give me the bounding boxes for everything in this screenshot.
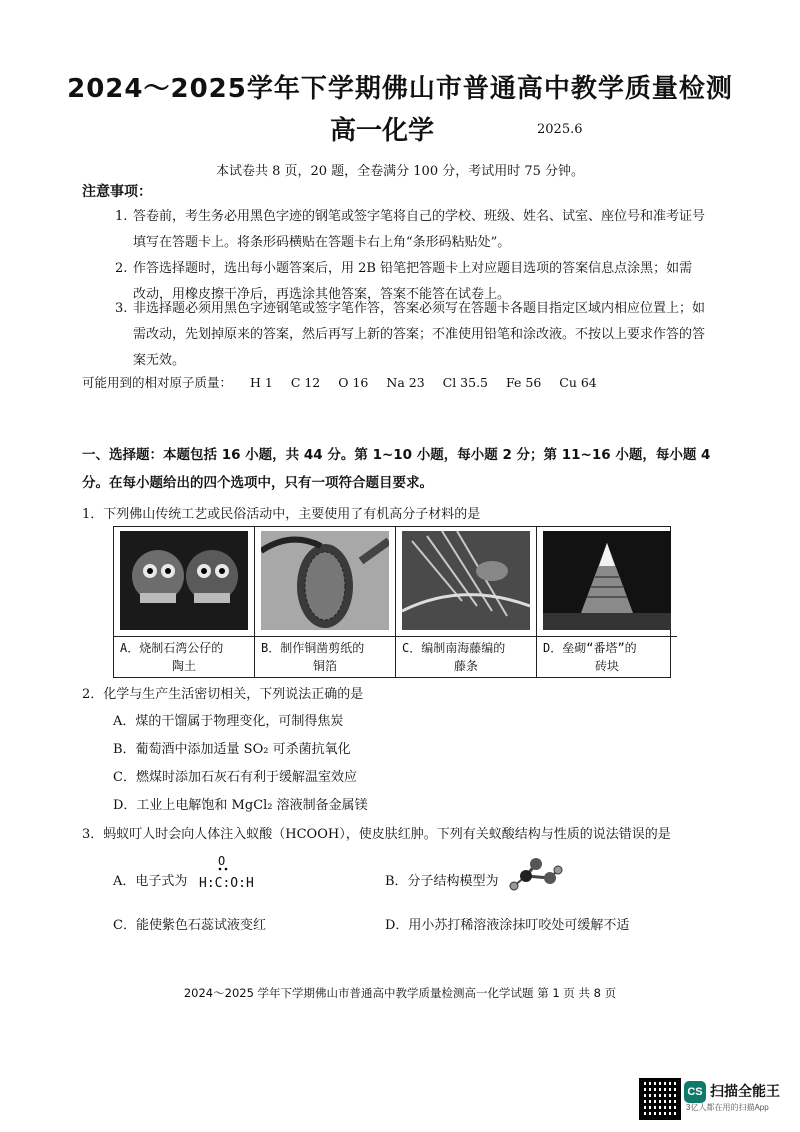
- option-caption-line: C．编制南海藤编的: [402, 641, 506, 655]
- exam-title: 2024～2025学年下学期佛山市普通高中教学质量检测: [67, 74, 733, 104]
- exam-subject: 高一化学: [330, 116, 435, 146]
- question-3-option-b: B．分子结构模型为: [385, 874, 499, 889]
- qr-code: [639, 1078, 681, 1120]
- scanner-name: 扫描全能王: [710, 1083, 780, 1099]
- exam-date: 2025.6: [537, 122, 583, 137]
- option-cell-c: [396, 527, 537, 677]
- question-3-option-d: D．用小苏打稀溶液涂抹叮咬处可缓解不适: [385, 918, 630, 933]
- option-caption-line: D．垒砌“番塔”的: [543, 641, 637, 655]
- atomic-mass: H 1: [250, 375, 273, 390]
- section-heading: 一、选择题：本题包括 16 小题，共 44 分。第 1~10 小题，每小题 2 分；第 11~16 小题，每小题 4 分。在每小题给出的四个选项中，只有一项符合题目要求。: [82, 447, 711, 491]
- question-3-stem: 3．蚂蚁叮人时会向人体注入蚁酸（HCOOH），使皮肤红肿。下列有关蚁酸结构与性质的说法错误的是: [82, 827, 671, 842]
- atomic-mass: Fe 56: [506, 375, 542, 390]
- option-caption-line: 藤条: [453, 659, 478, 673]
- question-1-stem: 1．下列佛山传统工艺或民俗活动中，主要使用了有机高分子材料的是: [82, 507, 481, 522]
- brick-tower-photo: [543, 531, 671, 630]
- molecular-model: [506, 856, 566, 900]
- scanner-tagline: 3亿人都在用的扫描App: [686, 1103, 769, 1112]
- notice-item-text: 作答选择题时，选出每小题答案后，用 2B 铅笔把答题卡上对应题目选项的答案信息点涂黑；如需改动，用橡皮擦干净后，再选涂其他答案，答案不能答在试卷上。: [133, 261, 693, 302]
- atomic-masses: [82, 373, 611, 391]
- option-cell-b: [255, 527, 396, 677]
- lion-dance-photo: [120, 531, 248, 630]
- option-caption-line: 陶土: [171, 659, 196, 673]
- question-2-option-c: C．燃煤时添加石灰石有利于缓解温室效应: [113, 770, 357, 785]
- option-caption-line: A．烧制石湾公仔的: [120, 641, 224, 655]
- question-2-option-d: D．工业上电解饱和 MgCl₂ 溶液制备金属镁: [113, 798, 368, 813]
- question-3-option-c: C．能使紫色石蕊试液变红: [113, 918, 266, 933]
- lone-pair-dots: [216, 866, 230, 873]
- option-caption: [396, 636, 536, 677]
- notice-item: [115, 204, 705, 256]
- question-1-image-table: [113, 526, 671, 678]
- scanner-logo: CS: [684, 1081, 706, 1103]
- option-cell-a: [114, 527, 255, 677]
- atomic-mass: C 12: [290, 375, 321, 390]
- notice-item-text: 答卷前，考生务必用黑色字迹的钢笔或签字笔将自己的学校、班级、姓名、试室、座位号和准考证号填写在答题卡上。将条形码横贴在答题卡右上角“条形码粘贴处”。: [133, 209, 706, 250]
- notice-item-number: 3.: [115, 301, 128, 316]
- atomic-mass: Na 23: [386, 375, 425, 390]
- rattan-weaving-photo: [402, 531, 530, 630]
- atomic-masses-label: 可能用到的相对原子质量：: [82, 375, 233, 390]
- atomic-mass: O 16: [338, 375, 369, 390]
- notice-heading: 注意事项：: [82, 184, 152, 200]
- question-2-option-a: A．煤的干馏属于物理变化，可制得焦炭: [113, 714, 344, 729]
- option-caption-line: B．制作铜凿剪纸的: [261, 641, 365, 655]
- page-footer: 2024～2025 学年下学期佛山市普通高中教学质量检测高一化学试题 第 1 页 共 8 页: [183, 986, 617, 1000]
- exam-info: 本试卷共 8 页，20 题，全卷满分 100 分，考试用时 75 分钟。: [215, 164, 585, 179]
- question-2-stem: 2．化学与生产生活密切相关，下列说法正确的是: [82, 687, 364, 702]
- atomic-mass: Cl 35.5: [442, 375, 489, 390]
- question-2-option-b: B．葡萄酒中添加适量 SO₂ 可杀菌抗氧化: [113, 742, 351, 757]
- electron-formula: H:C:O:H: [199, 876, 254, 891]
- notice-item-number: 1.: [115, 209, 128, 224]
- question-3-option-a: A．电子式为: [113, 874, 188, 889]
- formula-oxygen: O: [218, 854, 226, 868]
- notice-item-number: 2.: [115, 261, 128, 276]
- option-cell-d: [537, 527, 677, 677]
- paper-cutting-photo: [261, 531, 389, 630]
- notice-item: [115, 296, 705, 374]
- atomic-mass: Cu 64: [559, 375, 597, 390]
- option-caption-line: 铜箔: [312, 659, 337, 673]
- option-caption: [537, 636, 677, 677]
- option-caption: [114, 636, 254, 677]
- option-caption-line: 砖块: [594, 659, 619, 673]
- notice-item-text: 非选择题必须用黑色字迹钢笔或签字笔作答，答案必须写在答题卡各题目指定区域内相应位置上；如需改动，先划掉原来的答案，然后再写上新的答案；不准使用铅笔和涂改液。不按以上要求作答的答案无效。: [133, 301, 706, 368]
- option-caption: [255, 636, 395, 677]
